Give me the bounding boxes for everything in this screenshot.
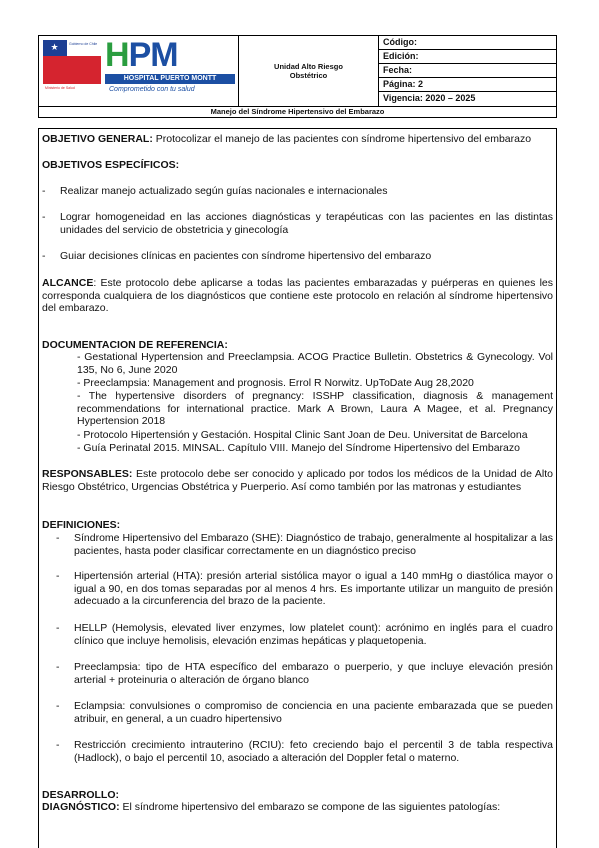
alcance: ALCANCE: Este protocolo debe aplicarse a todas las pacientes embarazadas y puérperas en quienes les corresponda cualquiera de los diagnósticos que contiene este protocolo en relación al síndrome hipertensivo del embarazo. <box>42 277 553 315</box>
hospital-logo: HPM HOSPITAL PUERTO MONTT Comprometido con tu salud <box>105 40 235 100</box>
reference-item: - Guía Perinatal 2015. MINSAL. Capítulo VIII. Manejo del Síndrome Hipertensivo del Embarazo <box>77 442 520 454</box>
logo-cell <box>39 36 239 106</box>
desarrollo-heading: DESARROLLO: <box>42 789 119 801</box>
responsables: RESPONSABLES: Este protocolo debe ser conocido y aplicado por todos los médicos de la Unidad de Alto Riesgo Obstétrico, Urgencias Obstétrica y Puerperio. Así como también por las matronas y estudiantes <box>42 468 553 493</box>
documentacion-heading: DOCUMENTACION DE REFERENCIA: <box>42 339 228 351</box>
objetivos-especificos-heading: OBJETIVOS ESPECÍFICOS: <box>42 159 180 171</box>
document-meta <box>379 36 556 106</box>
gobierno-logo: ★ Gobierno de Chile Ministerio de Salud <box>43 40 101 100</box>
unit-cell: Unidad Alto Riesgo Obstétrico <box>239 36 379 106</box>
vigencia-field: Vigencia: 2020 – 2025 <box>383 93 476 103</box>
reference-item: - Preeclampsia: Management and prognosis. Errol R Norwitz. UpToDate Aug 28,2020 <box>77 377 474 389</box>
reference-item: - Gestational Hypertension and Preeclampsia. ACOG Practice Bulletin. Obstetrics & Gynecology. Vol 135, No 6, June 2020 <box>77 351 553 376</box>
objetivo-general: OBJETIVO GENERAL: Protocolizar el manejo de las pacientes con síndrome hipertensivo del embarazo <box>42 133 532 145</box>
reference-item: - Protocolo Hipertensión y Gestación. Hospital Clinic Sant Joan de Deu. Universitat de Barcelona <box>77 429 528 441</box>
reference-item: - The hypertensive disorders of pregnancy: ISSHP classification, diagnosis & management recommendations for international practice. Mark A Brown, Laura A Magee, et al. Pregnancy Hypertension 2018 <box>77 390 553 428</box>
pagina-field: Página: 2 <box>379 78 556 92</box>
diagnostico: DIAGNÓSTICO: El síndrome hipertensivo del embarazo se compone de las siguientes patologías: <box>42 801 501 813</box>
codigo-field: Código: <box>379 36 556 50</box>
document-page: ★ Gobierno de Chile Ministerio de Salud HPM HOSPITAL PUERTO MONTT Comprometido con tu salud Unidad Alto Riesgo Obstétrico Código: Edición: Fecha: Página: 2 Vigencia: 2020 – 2025 Manejo del Síndrome Hipertensivo del Embarazo OBJETIVO GENERAL: Protocolizar el manejo de las pacientes con síndrome hipertensivo del embarazo OBJETIVOS ESPECÍFICOS: - Realizar manejo actualizado según guías nacionales e internacionales - Lograr homogeneidad en las acciones diagnósticas y terapéuticas con las pacientes en las distintas unidades del servicio de obstetricia y ginecología - Guiar decisiones clínicas en pacientes con síndrome hipertensivo del embarazo ALCANCE: Este protocolo debe aplicarse a todas las pacientes embarazadas y puérperas en quienes les corresponda cualquiera de los diagnósticos que contiene este protocolo en relación al síndrome hipertensivo del embarazo. DOCUMENTACION DE REFERENCIA: - Gestational Hypertension and Preeclampsia. ACOG Practice Bulletin. Obstetrics & Gynecology. Vol 135, No 6, June 2020 - Preeclampsia: Management and prognosis. Errol R Norwitz. UpToDate Aug 28,2020 - The hypertensive disorders of pregnancy: ISSHP classification, diagnosis & management recommendations for international practice. Mark A Brown, Laura A Magee, et al. Pregnancy Hypertension 2018 - Protocolo Hipertensión y Gestación. Hospital Clinic Sant Joan de Deu. Universitat de Barcelona - Guía Perinatal 2015. MINSAL. Capítulo VIII. Manejo del Síndrome Hipertensivo del Embarazo RESPONSABLES: Este protocolo debe ser conocido y aplicado por todos los médicos de la Unidad de Alto Riesgo Obstétrico, Urgencias Obstétrica y Puerperio. Así como también por las matronas y estudiantes DEFINICIONES: - Síndrome Hipertensivo del Embarazo (SHE): Diagnóstico de trabajo, generalmente al hospitalizar a las pacientes, hasta poder clasificar correctamente en un diagnóstico preciso - Hipertensión arterial (HTA): presión arterial sistólica mayor o igual a 140 mmHg o diastólica mayor o igual a 90, en dos tomas separadas por al menos 4 hrs. Es importante utilizar un manguito de presión adecuado a la circunferencia del brazo de la paciente. - HELLP (Hemolysis, elevated liver enzymes, low platelet count): acrónimo en inglés para el cuadro clínico que incluye hemolisis, elevación enzimas hepáticas y plaquetopenia. - Preeclampsia: tipo de HTA específico del embarazo o puerperio, y que incluye elevación presión arterial + proteinuria o alteración de órgano blanco - Eclampsia: convulsiones o compromiso de conciencia en una paciente embarazada que se pueden atribuir, en general, a un cuadro hipertensivo - Restricción crecimiento intrauterino (RCIU): feto creciendo bajo el percentil 3 de tabla respectiva (Hadlock), o bajo el percentil 10, asociado a alteración del Doppler fetal o materno. DESARROLLO: DIAGNÓSTICO: El síndrome hipertensivo del embarazo se compone de las siguientes patologías: <box>0 0 599 848</box>
star-icon: ★ <box>50 42 59 52</box>
document-header <box>38 35 557 107</box>
document-title: Manejo del Síndrome Hipertensivo del Embarazo <box>38 107 557 118</box>
edicion-field: Edición: <box>379 50 556 64</box>
fecha-field: Fecha: <box>379 64 556 78</box>
definiciones-heading: DEFINICIONES: <box>42 519 121 531</box>
